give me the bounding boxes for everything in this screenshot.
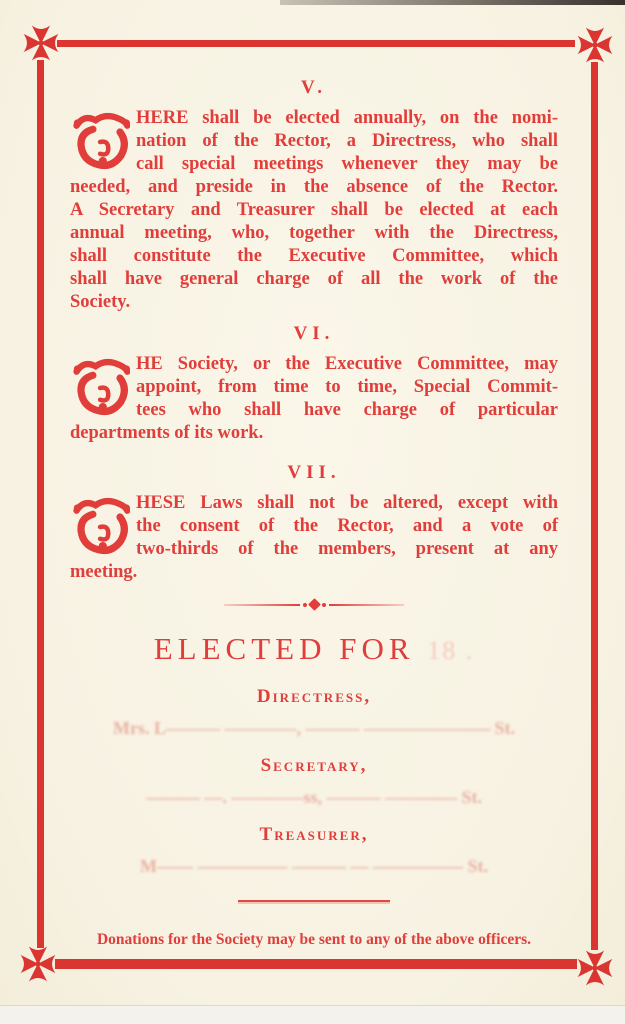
maltese-cross-icon: [19, 945, 57, 983]
text-line: shall constitute the Executive Committee, which: [70, 246, 558, 266]
text-line: HE Society, or the Executive Committee, may: [136, 354, 558, 374]
closing-rule: [238, 900, 390, 902]
ornate-initial-T-icon: [72, 355, 130, 421]
frame-left-line: [37, 60, 44, 948]
secretary-heading: Secretary,: [260, 755, 368, 776]
ornate-initial-T-icon: [72, 494, 130, 560]
maltese-cross-icon: [22, 24, 60, 62]
text-line: call special meetings whenever they may be: [136, 154, 558, 174]
ornate-initial-T-icon: [72, 109, 130, 175]
text-line: shall have general charge of all the work of the: [70, 269, 558, 289]
text-line: appoint, from time to time, Special Commit-: [136, 377, 558, 397]
divider-diamond-icon: [308, 598, 321, 611]
secretary-name-faded: ——— —. ————ss, ——— ———— St.: [145, 787, 482, 807]
treasurer-heading: Treasurer,: [259, 824, 369, 845]
section-vii-paragraph: [70, 492, 558, 584]
text-line: HERE shall be elected annually, on the nomi-: [136, 108, 558, 128]
elected-for-label: ELECTED FOR: [153, 631, 415, 666]
frame-bottom-line: [55, 959, 577, 969]
donations-note: Donations for the Society may be sent to any of the above officers.: [96, 931, 532, 948]
text-line: the consent of the Rector, and a vote of: [136, 516, 558, 536]
text-line: A Secretary and Treasurer shall be elected at each: [70, 200, 558, 220]
maltese-cross-icon: [576, 949, 614, 987]
treasurer-name-faded: M—— ————— ——— — ————— St.: [140, 856, 488, 876]
text-line: departments of its work.: [70, 423, 264, 443]
text-line: meeting.: [70, 562, 138, 582]
scan-edge-top: [280, 0, 625, 5]
ornamental-divider: [224, 600, 404, 609]
frame-right-line: [591, 62, 598, 950]
text-line: annual meeting, who, together with the Directress,: [70, 223, 558, 243]
divider-line: [224, 604, 300, 606]
scan-edge-bottom: [0, 1005, 625, 1024]
section-vi-paragraph: [70, 353, 558, 445]
text-line: needed, and preside in the absence of the Rector.: [70, 177, 558, 197]
directress-heading: Directress,: [256, 686, 372, 707]
text-line: HESE Laws shall not be altered, except with: [136, 493, 558, 513]
divider-dot-icon: [322, 603, 326, 607]
section-v-numeral: V.: [300, 77, 328, 98]
section-vii-numeral: VII.: [287, 462, 341, 483]
section-v-paragraph: [70, 107, 558, 314]
elected-for-title: [70, 631, 558, 669]
section-vi-numeral: VI.: [293, 323, 335, 344]
elected-year-faded: 18 .: [427, 636, 475, 665]
directress-name-faded: Mrs. L——— ————, ——— ——————— St.: [113, 718, 515, 738]
card-content: [70, 76, 558, 950]
text-line: Society.: [70, 292, 131, 312]
frame-top-line: [57, 40, 575, 47]
divider-line: [329, 604, 405, 606]
divider-dot-icon: [303, 603, 307, 607]
maltese-cross-icon: [576, 26, 614, 64]
text-line: two-thirds of the members, present at any: [136, 539, 558, 559]
text-line: nation of the Rector, a Directress, who shall: [136, 131, 558, 151]
text-line: tees who shall have charge of particular: [136, 400, 558, 420]
